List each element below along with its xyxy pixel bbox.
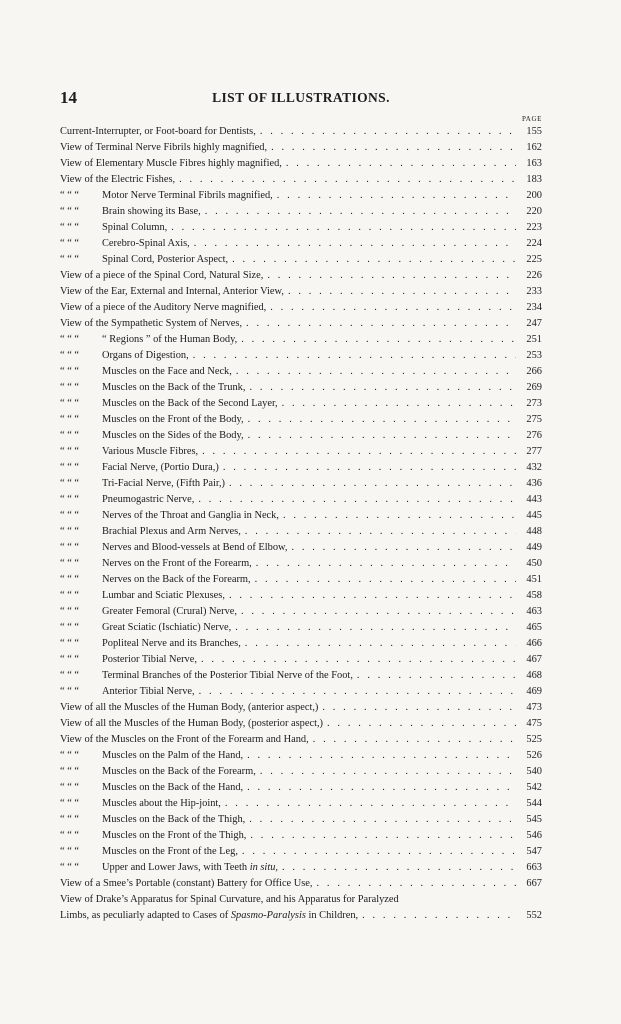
- list-item: [60, 428, 542, 444]
- leader-dots: [286, 156, 516, 172]
- list-item-title: Popliteal Nerve and its Branches,: [102, 638, 241, 649]
- list-item-page: 200: [526, 190, 542, 201]
- list-item-title: Nerves on the Front of the Forearm,: [102, 558, 252, 569]
- list-item-text: [60, 604, 237, 620]
- list-item-text: [60, 636, 241, 652]
- list-item-text: [60, 828, 246, 844]
- leader-dots: [256, 556, 516, 572]
- leader-dots: [242, 844, 516, 860]
- ditto-marks: “ “ “: [60, 350, 80, 361]
- list-item: [60, 844, 542, 860]
- list-item-title: View of the Electric Fishes,: [60, 174, 176, 185]
- list-item-title: Current-Interrupter, or Foot-board for Dentists,: [60, 126, 256, 137]
- list-item-text: [60, 700, 318, 716]
- ditto-marks: “ “ “: [60, 510, 80, 521]
- list-item: [60, 604, 542, 620]
- list-item-page: 448: [526, 526, 542, 537]
- ditto-marks: “ “ “: [60, 558, 80, 569]
- list-item-title: Muscles on the Back of the Hand,: [102, 782, 244, 793]
- list-item-page: 162: [526, 142, 542, 153]
- list-item-page: 544: [526, 798, 542, 809]
- ditto-marks: “ “ “: [60, 526, 80, 537]
- list-item: [60, 284, 542, 300]
- list-item-title: Organs of Digestion,: [102, 350, 189, 361]
- ditto-marks: “ “ “: [60, 846, 80, 857]
- list-item-page: 224: [526, 238, 542, 249]
- ditto-marks: “ “ “: [60, 478, 80, 489]
- list-item-page: 233: [526, 286, 542, 297]
- list-item: [60, 764, 542, 780]
- leader-dots: [255, 572, 516, 588]
- list-item: [60, 636, 542, 652]
- leader-dots: [245, 524, 516, 540]
- list-item-title: Muscles on the Sides of the Body,: [102, 430, 244, 441]
- list-item-text: [60, 908, 358, 924]
- leader-dots: [229, 476, 516, 492]
- list-item: [60, 620, 542, 636]
- list-item-text: [60, 460, 219, 476]
- leader-dots: [247, 748, 516, 764]
- list-item-title: Greater Femoral (Crural) Nerve,: [102, 606, 238, 617]
- list-item-page: 183: [526, 174, 542, 185]
- ditto-marks: “ “ “: [60, 814, 80, 825]
- leader-dots: [193, 348, 516, 364]
- list-item-text: [60, 332, 237, 348]
- list-item-title: Tri-Facial Nerve, (Fifth Pair,): [102, 478, 225, 489]
- leader-dots: [205, 204, 516, 220]
- list-item-title: Brain showing its Base,: [102, 206, 201, 217]
- list-item-text: [60, 492, 194, 508]
- list-item-page: 468: [526, 670, 542, 681]
- list-item-title: Muscles on the Front of the Body,: [102, 414, 244, 425]
- leader-dots: [241, 332, 516, 348]
- list-item-text: [60, 124, 256, 140]
- ditto-marks: “ “ “: [60, 670, 80, 681]
- leader-dots: [223, 460, 516, 476]
- ditto-marks: “ “ “: [60, 398, 80, 409]
- ditto-marks: “ “ “: [60, 238, 80, 249]
- list-item: [60, 476, 542, 492]
- leader-dots: [248, 412, 516, 428]
- list-item-title: Muscles on the Front of the Thigh,: [102, 830, 247, 841]
- list-item-page: 463: [526, 606, 542, 617]
- list-item: [60, 508, 542, 524]
- list-item: [60, 332, 542, 348]
- leader-dots: [260, 124, 516, 140]
- list-item: [60, 268, 542, 284]
- ditto-marks: “ “ “: [60, 638, 80, 649]
- leader-dots: [201, 652, 516, 668]
- leader-dots: [179, 172, 516, 188]
- ditto-marks: “ “ “: [60, 542, 80, 553]
- list-item-page: 540: [526, 766, 542, 777]
- list-item-text: [60, 732, 309, 748]
- ditto-marks: “ “ “: [60, 622, 80, 633]
- list-item-page: 436: [526, 478, 542, 489]
- list-item: [60, 460, 542, 476]
- list-item-page: 445: [526, 510, 542, 521]
- list-item-title: View of a piece of the Spinal Cord, Natural Size,: [60, 270, 264, 281]
- list-item-page: 458: [526, 590, 542, 601]
- list-item: [60, 444, 542, 460]
- list-item: [60, 780, 542, 796]
- list-item-continued-line1: [60, 892, 542, 908]
- list-item: [60, 524, 542, 540]
- ditto-marks: “ “ “: [60, 750, 80, 761]
- leader-dots: [271, 140, 516, 156]
- leader-dots: [235, 620, 516, 636]
- list-item-title: Great Sciatic (Ischiatic) Nerve,: [102, 622, 232, 633]
- list-item-text: [60, 620, 231, 636]
- list-item-title: “ Regions ” of the Human Body,: [102, 334, 238, 345]
- ditto-marks: “ “ “: [60, 798, 80, 809]
- list-item-text: [60, 300, 266, 316]
- leader-dots: [229, 588, 516, 604]
- list-item-text: [60, 796, 221, 812]
- list-item-title: Facial Nerve, (Portio Dura,): [102, 462, 219, 473]
- list-item-text: [60, 364, 232, 380]
- ditto-marks: “ “ “: [60, 862, 80, 873]
- ditto-marks: “ “ “: [60, 366, 80, 377]
- list-item-text: [60, 140, 267, 156]
- list-item-text-pre: Limbs, as peculiarly adapted to Cases of: [60, 910, 229, 921]
- page-number: 14: [60, 88, 77, 107]
- list-item-title: Anterior Tibial Nerve,: [102, 686, 195, 697]
- list-item-text: [60, 716, 323, 732]
- list-item-page: 546: [526, 830, 542, 841]
- list-item-text: [60, 524, 241, 540]
- ditto-marks: “ “ “: [60, 414, 80, 425]
- list-item: [60, 156, 542, 172]
- list-item-page: 220: [526, 206, 542, 217]
- list-item: [60, 348, 542, 364]
- leader-dots: [194, 236, 516, 252]
- list-item-text: [60, 396, 278, 412]
- leader-dots: [250, 828, 516, 844]
- leader-dots: [270, 300, 516, 316]
- list-item-page: 451: [526, 574, 542, 585]
- list-item: [60, 140, 542, 156]
- ditto-marks: “ “ “: [60, 766, 80, 777]
- list-item-page: 667: [526, 878, 542, 889]
- ditto-marks: “ “ “: [60, 190, 80, 201]
- ditto-marks: “ “ “: [60, 222, 80, 233]
- list-item-text: [60, 780, 243, 796]
- leader-dots: [317, 876, 516, 892]
- leader-dots: [171, 220, 516, 236]
- list-item: [60, 796, 542, 812]
- list-item: [60, 300, 542, 316]
- leader-dots: [322, 700, 516, 716]
- list-item-page: 525: [526, 734, 542, 745]
- list-item-title: Nerves on the Back of the Forearm,: [102, 574, 251, 585]
- list-item-text: [60, 348, 189, 364]
- list-item-title: Muscles about the Hip-joint,: [102, 798, 221, 809]
- list-item-text: [60, 252, 228, 268]
- leader-dots: [357, 668, 516, 684]
- list-item-title: View of the Ear, External and Internal, Anterior View,: [60, 286, 284, 297]
- list-item-text: [60, 172, 175, 188]
- list-item-title: Muscles on the Back of the Forearm,: [102, 766, 256, 777]
- list-item-title: Upper and Lower Jaws, with Teeth: [102, 862, 248, 873]
- list-item-page: 547: [526, 846, 542, 857]
- leader-dots: [288, 284, 516, 300]
- leader-dots: [267, 268, 516, 284]
- leader-dots: [245, 636, 516, 652]
- leader-dots: [282, 860, 516, 876]
- list-item-page: 276: [526, 430, 542, 441]
- leader-dots: [202, 444, 516, 460]
- list-item-title: Brachial Plexus and Arm Nerves,: [102, 526, 241, 537]
- list-item: [60, 812, 542, 828]
- list-item-title: Motor Nerve Terminal Fibrils magnified,: [102, 190, 273, 201]
- book-page: [60, 88, 542, 924]
- list-item-text: [60, 652, 197, 668]
- list-item-text: [60, 428, 244, 444]
- list-item-title: View of the Sympathetic System of Nerves,: [60, 318, 243, 329]
- list-item-page: 226: [526, 270, 542, 281]
- list-item-title: View of Elementary Muscle Fibres highly magnified,: [60, 158, 282, 169]
- list-item-page: 266: [526, 366, 542, 377]
- list-item-text-post: in Children,: [308, 910, 359, 921]
- list-item: [60, 748, 542, 764]
- ditto-marks: “ “ “: [60, 206, 80, 217]
- list-item: [60, 652, 542, 668]
- leader-dots: [327, 716, 516, 732]
- ditto-marks: “ “ “: [60, 782, 80, 793]
- list-item-continued-line2: [60, 908, 542, 924]
- list-item-title: Muscles on the Back of the Second Layer,: [102, 398, 278, 409]
- leader-dots: [249, 380, 516, 396]
- list-item: [60, 172, 542, 188]
- leader-dots: [260, 764, 516, 780]
- list-item-title: Muscles on the Front of the Leg,: [102, 846, 238, 857]
- list-item-title: View of Terminal Nerve Fibrils highly magnified,: [60, 142, 268, 153]
- list-item-page: 552: [526, 910, 542, 921]
- list-item-title: Spinal Column,: [102, 222, 168, 233]
- list-item-text: [60, 316, 242, 332]
- list-item-text: [60, 476, 225, 492]
- ditto-marks: “ “ “: [60, 830, 80, 841]
- leader-dots: [291, 540, 516, 556]
- list-item-page: 234: [526, 302, 542, 313]
- list-item: [60, 412, 542, 428]
- ditto-marks: “ “ “: [60, 334, 80, 345]
- list-item-page: 449: [526, 542, 542, 553]
- list-item-page: 163: [526, 158, 542, 169]
- list-item: [60, 492, 542, 508]
- list-item-title: Muscles on the Palm of the Hand,: [102, 750, 244, 761]
- leader-dots: [198, 492, 516, 508]
- list-item-page: 155: [526, 126, 542, 137]
- list-item: [60, 588, 542, 604]
- ditto-marks: “ “ “: [60, 382, 80, 393]
- list-item-title: Cerebro-Spinal Axis,: [102, 238, 190, 249]
- leader-dots: [241, 604, 516, 620]
- leader-dots: [232, 252, 516, 268]
- list-item: [60, 700, 542, 716]
- leader-dots: [283, 508, 516, 524]
- ditto-marks: “ “ “: [60, 462, 80, 473]
- list-item-title: Muscles on the Back of the Trunk,: [102, 382, 246, 393]
- list-item-title: Nerves and Blood-vessels at Bend of Elbow,: [102, 542, 288, 553]
- list-item-title: Various Muscle Fibres,: [102, 446, 199, 457]
- list-item-page: 475: [526, 718, 542, 729]
- list-item-page: 247: [526, 318, 542, 329]
- list-item-title: View of the Muscles on the Front of the Forearm and Hand,: [60, 734, 309, 745]
- list-item-page: 225: [526, 254, 542, 265]
- list-item-page: 467: [526, 654, 542, 665]
- leader-dots: [225, 796, 516, 812]
- leader-dots: [277, 188, 516, 204]
- list-item-page: 545: [526, 814, 542, 825]
- list-item-text: [60, 668, 353, 684]
- ditto-marks: “ “ “: [60, 606, 80, 617]
- list-item-page: 663: [526, 862, 542, 873]
- list-item-title: View of all the Muscles of the Human Body, (anterior aspect,): [60, 702, 319, 713]
- list-item: [60, 124, 542, 140]
- leader-dots: [199, 684, 516, 700]
- leader-dots: [248, 428, 516, 444]
- list-item-text: [60, 572, 251, 588]
- list-item-text: [60, 844, 238, 860]
- leader-dots: [313, 732, 516, 748]
- leader-dots: [282, 396, 516, 412]
- list-item: [60, 668, 542, 684]
- list-item-text: View of Drake’s Apparatus for Spinal Curvature, and his Apparatus for Paralyzed: [60, 894, 399, 905]
- list-item-title-italic: in situ,: [249, 862, 278, 873]
- list-item-text-italic: Spasmo-Paralysis: [230, 910, 306, 921]
- illustrations-list: [60, 124, 542, 892]
- list-item-page: 275: [526, 414, 542, 425]
- list-item-page: 269: [526, 382, 542, 393]
- list-item-text: [60, 812, 245, 828]
- list-item-text: [60, 588, 225, 604]
- list-item: [60, 540, 542, 556]
- list-item-title: Spinal Cord, Posterior Aspect,: [102, 254, 229, 265]
- list-item-page: 277: [526, 446, 542, 457]
- list-item-page: 542: [526, 782, 542, 793]
- ditto-marks: “ “ “: [60, 494, 80, 505]
- list-item-text: [60, 380, 245, 396]
- ditto-marks: “ “ “: [60, 446, 80, 457]
- list-item: [60, 364, 542, 380]
- ditto-marks: “ “ “: [60, 686, 80, 697]
- list-item-page: 223: [526, 222, 542, 233]
- list-item-page: 273: [526, 398, 542, 409]
- list-item: [60, 732, 542, 748]
- list-item-title: Terminal Branches of the Posterior Tibial Nerve of the Foot,: [102, 670, 353, 681]
- list-item-title: View of a piece of the Auditory Nerve magnified,: [60, 302, 267, 313]
- list-item-title: Muscles on the Face and Neck,: [102, 366, 232, 377]
- list-item-text: [60, 444, 198, 460]
- list-item-text: [60, 748, 243, 764]
- list-item-page: 465: [526, 622, 542, 633]
- list-item: [60, 236, 542, 252]
- list-item: [60, 860, 542, 876]
- list-item: [60, 876, 542, 892]
- list-item-text: [60, 284, 284, 300]
- list-item-text: [60, 412, 244, 428]
- list-item-title: Lumbar and Sciatic Plexuses,: [102, 590, 225, 601]
- list-item-page: 450: [526, 558, 542, 569]
- list-item: [60, 684, 542, 700]
- list-item: [60, 204, 542, 220]
- list-item-text: [60, 540, 287, 556]
- page-title: LIST OF ILLUSTRATIONS.: [212, 90, 390, 105]
- list-item: [60, 252, 542, 268]
- list-item-page: 466: [526, 638, 542, 649]
- list-item-text: [60, 684, 195, 700]
- list-item-page: 253: [526, 350, 542, 361]
- list-item-page: 469: [526, 686, 542, 697]
- list-item: [60, 716, 542, 732]
- list-item-title: View of a Smee’s Portable (constant) Battery for Office Use,: [60, 878, 313, 889]
- list-item-title: Posterior Tibial Nerve,: [102, 654, 197, 665]
- list-item: [60, 396, 542, 412]
- list-item-text: [60, 860, 278, 876]
- list-item: [60, 828, 542, 844]
- list-item-title: View of all the Muscles of the Human Body, (posterior aspect,): [60, 718, 324, 729]
- list-item-title: Nerves of the Throat and Ganglia in Neck,: [102, 510, 279, 521]
- list-item-page: 251: [526, 334, 542, 345]
- ditto-marks: “ “ “: [60, 574, 80, 585]
- list-item-page: 443: [526, 494, 542, 505]
- list-item-text: [60, 156, 282, 172]
- list-item-text: [60, 236, 190, 252]
- list-item: [60, 220, 542, 236]
- list-item-title: Pneumogastric Nerve,: [102, 494, 195, 505]
- list-item: [60, 188, 542, 204]
- leader-dots: [362, 908, 516, 924]
- list-item-text: [60, 188, 273, 204]
- list-item-text: [60, 204, 201, 220]
- ditto-marks: “ “ “: [60, 654, 80, 665]
- ditto-marks: “ “ “: [60, 430, 80, 441]
- list-item: [60, 380, 542, 396]
- list-item-page: 432: [526, 462, 542, 473]
- list-item-text: [60, 556, 252, 572]
- list-item-page: 526: [526, 750, 542, 761]
- ditto-marks: “ “ “: [60, 590, 80, 601]
- list-item-text: [60, 508, 279, 524]
- ditto-marks: “ “ “: [60, 254, 80, 265]
- leader-dots: [247, 780, 516, 796]
- leader-dots: [246, 316, 516, 332]
- leader-dots: [236, 364, 516, 380]
- list-item-title: Muscles on the Back of the Thigh,: [102, 814, 246, 825]
- list-item-text: [60, 876, 313, 892]
- leader-dots: [249, 812, 516, 828]
- list-item-text: [60, 220, 167, 236]
- list-item-page: 473: [526, 702, 542, 713]
- list-item-text: [60, 764, 256, 780]
- page-column-label: PAGE: [521, 115, 542, 123]
- list-item: [60, 316, 542, 332]
- list-item: [60, 556, 542, 572]
- list-item-text: [60, 268, 263, 284]
- page-header: [60, 88, 542, 110]
- list-item: [60, 572, 542, 588]
